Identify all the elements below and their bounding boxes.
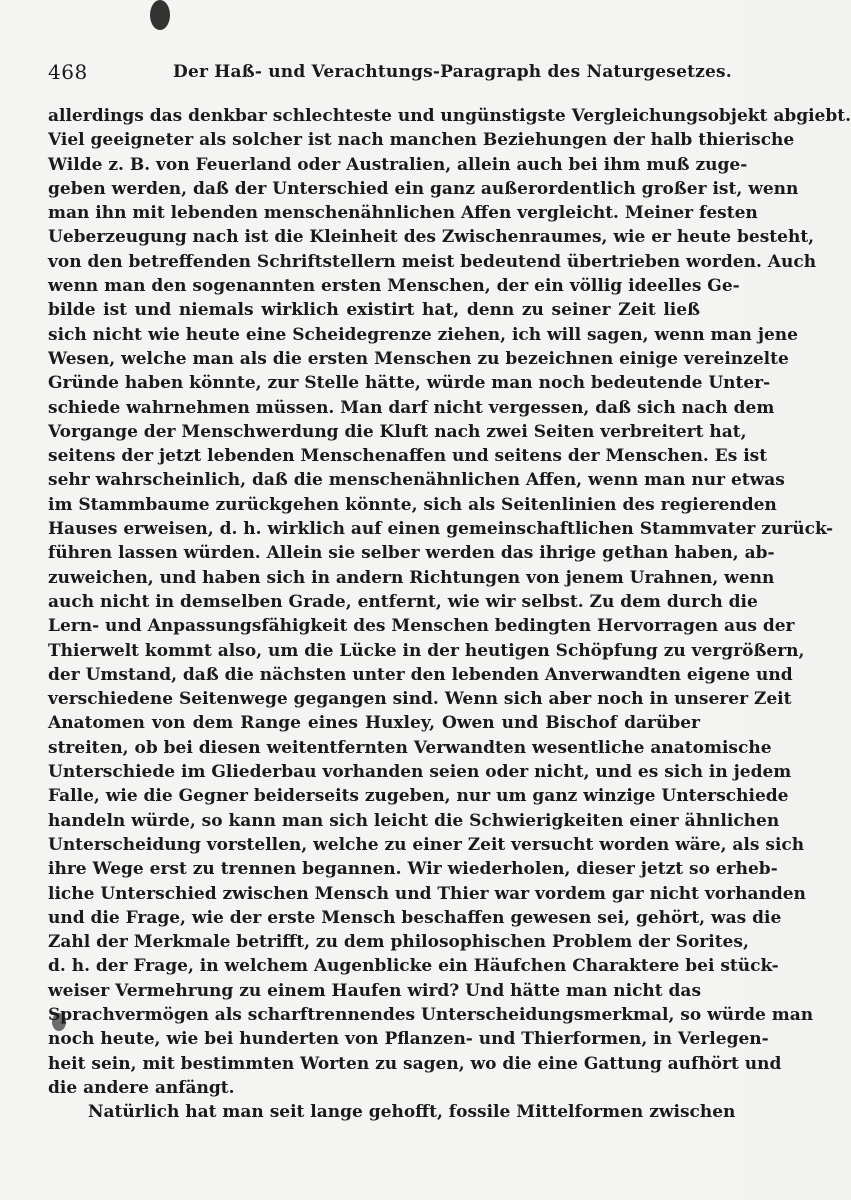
page-number: 468 <box>48 60 88 84</box>
text-line: bilde ist und niemals wirklich existirt hat, denn zu seiner Zeit ließ <box>48 300 700 321</box>
running-title: Der Haß- und Verachtungs-Paragraph des Naturgesetzes. <box>173 62 732 82</box>
text-line: Unterschiede im Gliederbau vorhanden seien oder nicht, und es sich in jedem <box>48 762 792 783</box>
text-line: Vorgange der Menschwerdung die Kluft nach zwei Seiten verbreitert hat, <box>48 421 747 442</box>
text-line: Falle, wie die Gegner beiderseits zugeben, nur um ganz winzige Unterschiede <box>48 786 789 807</box>
text-line: Zahl der Merkmale betrifft, zu dem philosophischen Problem der Sorites, <box>48 932 749 953</box>
text-line: allerdings das denkbar schlechteste und ungünstigste Vergleichungsobjekt abgiebt. <box>48 106 851 126</box>
text-line: Thierwelt kommt also, um die Lücke in der heutigen Schöpfung zu vergrößern, <box>48 640 805 661</box>
text-line: auch nicht in demselben Grade, entfernt, wie wir selbst. Zu dem durch die <box>48 591 758 612</box>
text-line: Unterscheidung vorstellen, welche zu einer Zeit versucht worden wäre, als sich <box>48 834 805 855</box>
text-line: Anatomen von dem Range eines Huxley, Owen und Bischof darüber <box>48 713 700 734</box>
text-line: streiten, ob bei diesen weitentfernten Verwandten wesentliche anatomische <box>48 737 772 758</box>
text-line: wenn man den sogenannten ersten Menschen, der ein völlig ideelles Ge- <box>48 276 740 297</box>
text-line: ihre Wege erst zu trennen begannen. Wir wiederholen, dieser jetzt so erheb- <box>48 859 778 880</box>
text-line: Viel geeigneter als solcher ist nach manchen Beziehungen der halb thierische <box>48 130 795 151</box>
text-line: Gründe haben könnte, zur Stelle hätte, würde man noch bedeutende Unter- <box>48 373 771 394</box>
text-line: Sprachvermögen als scharftrennendes Unterscheidungsmerkmal, so würde man <box>48 1004 814 1025</box>
text-line: weiser Vermehrung zu einem Haufen wird? Und hätte man nicht das <box>48 980 702 1001</box>
text-line: der Umstand, daß die nächsten unter den lebenden Anverwandten eigene und <box>48 664 793 685</box>
text-line: Natürlich hat man seit lange gehofft, fossile Mittelformen zwischen <box>88 1102 736 1123</box>
text-line: d. h. der Frage, in welchem Augenblicke ein Häufchen Charaktere bei stück- <box>48 956 779 977</box>
text-line: noch heute, wie bei hunderten von Pflanzen- und Thierformen, in Verlegen- <box>48 1029 769 1050</box>
text-line: handeln würde, so kann man sich leicht die Schwierigkeiten einer ähnlichen <box>48 810 780 831</box>
text-line: man ihn mit lebenden menschenähnlichen Affen vergleicht. Meiner festen <box>48 203 758 224</box>
text-line: sich nicht wie heute eine Scheidegrenze ziehen, ich will sagen, wenn man jene <box>48 324 798 345</box>
text-line: liche Unterschied zwischen Mensch und Thier war vordem gar nicht vorhanden <box>48 883 806 904</box>
text-line: zuweichen, und haben sich in andern Richtungen von jenem Urahnen, wenn <box>48 567 775 588</box>
text-line: Lern- und Anpassungsfähigkeit des Menschen bedingten Hervorragen aus der <box>48 616 795 637</box>
paragraph <box>48 104 851 1100</box>
text-line: seitens der jetzt lebenden Menschenaffen und seitens der Menschen. Es ist <box>48 446 768 467</box>
ink-smudge <box>150 0 170 30</box>
page-header <box>48 60 732 88</box>
text-line: die andere anfängt. <box>48 1077 235 1098</box>
text-line: von den betreffenden Schriftstellern meist bedeutend übertrieben worden. Auch <box>48 251 817 272</box>
text-line: Wilde z. B. von Feuerland oder Australien, allein auch bei ihm muß zuge- <box>48 154 748 175</box>
body-text <box>48 104 851 1124</box>
text-line: Wesen, welche man als die ersten Menschen zu bezeichnen einige vereinzelte <box>48 348 789 369</box>
text-line: sehr wahrscheinlich, daß die menschenähnlichen Affen, wenn man nur etwas <box>48 470 785 491</box>
text-line: verschiedene Seitenwege gegangen sind. Wenn sich aber noch in unserer Zeit <box>48 689 792 710</box>
text-line: schiede wahrnehmen müssen. Man darf nicht vergessen, daß sich nach dem <box>48 397 775 418</box>
paragraph <box>48 1100 736 1124</box>
text-line: und die Frage, wie der erste Mensch beschaffen gewesen sei, gehört, was die <box>48 907 782 928</box>
text-line: führen lassen würden. Allein sie selber werden das ihrige gethan haben, ab- <box>48 543 775 564</box>
text-line: im Stammbaume zurückgehen könnte, sich als Seitenlinien des regierenden <box>48 494 777 515</box>
text-line: Ueberzeugung nach ist die Kleinheit des Zwischenraumes, wie er heute besteht, <box>48 227 815 248</box>
text-line: geben werden, daß der Unterschied ein ganz außerordentlich großer ist, wenn <box>48 178 799 199</box>
text-line: Hauses erweisen, d. h. wirklich auf einen gemeinschaftlichen Stammvater zurück- <box>48 519 834 540</box>
text-line: heit sein, mit bestimmten Worten zu sagen, wo die eine Gattung aufhört und <box>48 1053 782 1074</box>
